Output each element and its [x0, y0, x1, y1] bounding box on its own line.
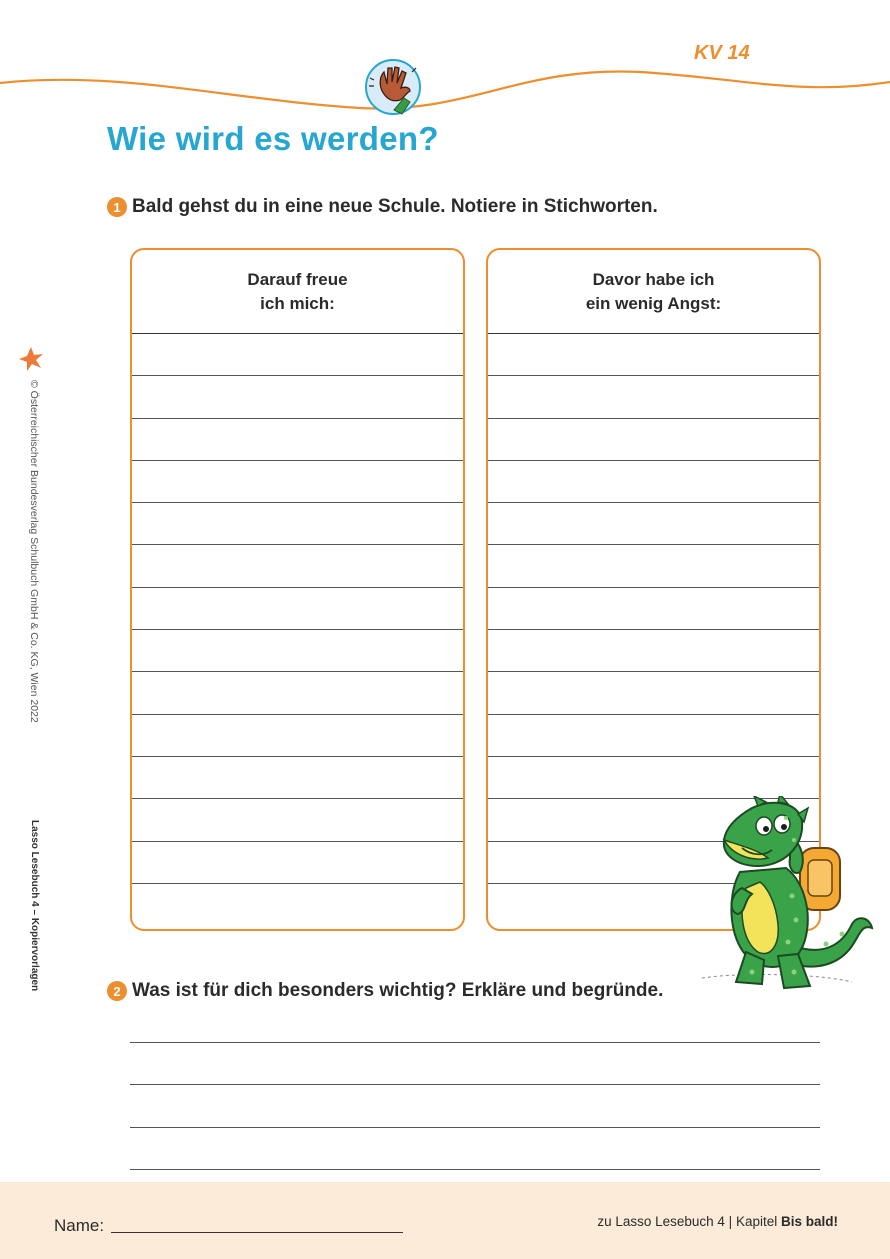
box-looking-forward	[130, 248, 465, 931]
writing-line[interactable]	[488, 757, 819, 799]
writing-line[interactable]	[488, 419, 819, 461]
writing-line[interactable]	[132, 630, 463, 672]
writing-line[interactable]	[130, 1085, 820, 1128]
box-right-heading-line1: Davor habe ich	[592, 269, 715, 289]
task-1-instruction: Bald gehst du in eine neue Schule. Notiere in Stichworten.	[132, 196, 658, 217]
task-2-instruction: Was ist für dich besonders wichtig? Erkläre und begründe.	[132, 980, 664, 1001]
publisher-logo-icon	[18, 346, 44, 372]
footer-reference	[597, 1214, 838, 1229]
writing-line[interactable]	[132, 503, 463, 545]
writing-line[interactable]	[132, 715, 463, 757]
book-title-vertical	[26, 820, 46, 992]
writing-line[interactable]	[132, 334, 463, 376]
writing-line[interactable]	[488, 334, 819, 376]
name-label: Name:	[54, 1216, 105, 1235]
answer-lines	[130, 1000, 820, 1170]
writing-line[interactable]	[130, 1128, 820, 1171]
writing-line[interactable]	[488, 630, 819, 672]
task-1	[107, 196, 658, 218]
writing-line[interactable]	[132, 672, 463, 714]
writing-line[interactable]	[130, 1000, 820, 1043]
header-wave	[0, 0, 890, 130]
task-2	[107, 980, 663, 1002]
copyright-text: © Österreichischer Bundesverlag Schulbuch GmbH & Co. KG, Wien 2022	[28, 380, 40, 723]
task-number-badge: 1	[107, 197, 127, 217]
book-title-text: Lasso Lesebuch 4 – Kopiervorlagen	[29, 820, 40, 992]
writing-line[interactable]	[488, 545, 819, 587]
writing-line[interactable]	[132, 376, 463, 418]
writing-line[interactable]	[132, 799, 463, 841]
writing-line[interactable]	[488, 503, 819, 545]
writing-line[interactable]	[488, 672, 819, 714]
writing-line[interactable]	[488, 588, 819, 630]
footer-ref-prefix: zu Lasso Lesebuch 4 | Kapitel	[597, 1214, 781, 1229]
writing-line[interactable]	[132, 588, 463, 630]
box-left-header	[132, 250, 463, 334]
writing-line[interactable]	[132, 419, 463, 461]
dragon-with-backpack-icon	[702, 796, 880, 1002]
name-input-line[interactable]	[111, 1232, 403, 1233]
writing-line[interactable]	[132, 757, 463, 799]
page-title: Wie wird es werden?	[107, 120, 439, 157]
box-right-heading-line2: ein wenig Angst:	[585, 293, 722, 313]
writing-line[interactable]	[132, 461, 463, 503]
box-left-heading-line1: Darauf freue	[247, 269, 348, 289]
writing-line[interactable]	[488, 461, 819, 503]
task-number-badge: 2	[107, 981, 127, 1001]
footer-chapter-name: Bis bald!	[780, 1214, 838, 1229]
copyright-notice	[26, 380, 46, 723]
writing-line[interactable]	[488, 376, 819, 418]
box-right-header	[488, 250, 819, 334]
kv-label: KV 14	[694, 42, 750, 64]
writing-line[interactable]	[132, 884, 463, 926]
writing-line[interactable]	[132, 842, 463, 884]
box-left-heading-line2: ich mich:	[260, 293, 335, 313]
waving-hand-icon	[364, 58, 422, 116]
writing-line[interactable]	[132, 545, 463, 587]
writing-line[interactable]	[488, 715, 819, 757]
writing-line[interactable]	[130, 1043, 820, 1086]
